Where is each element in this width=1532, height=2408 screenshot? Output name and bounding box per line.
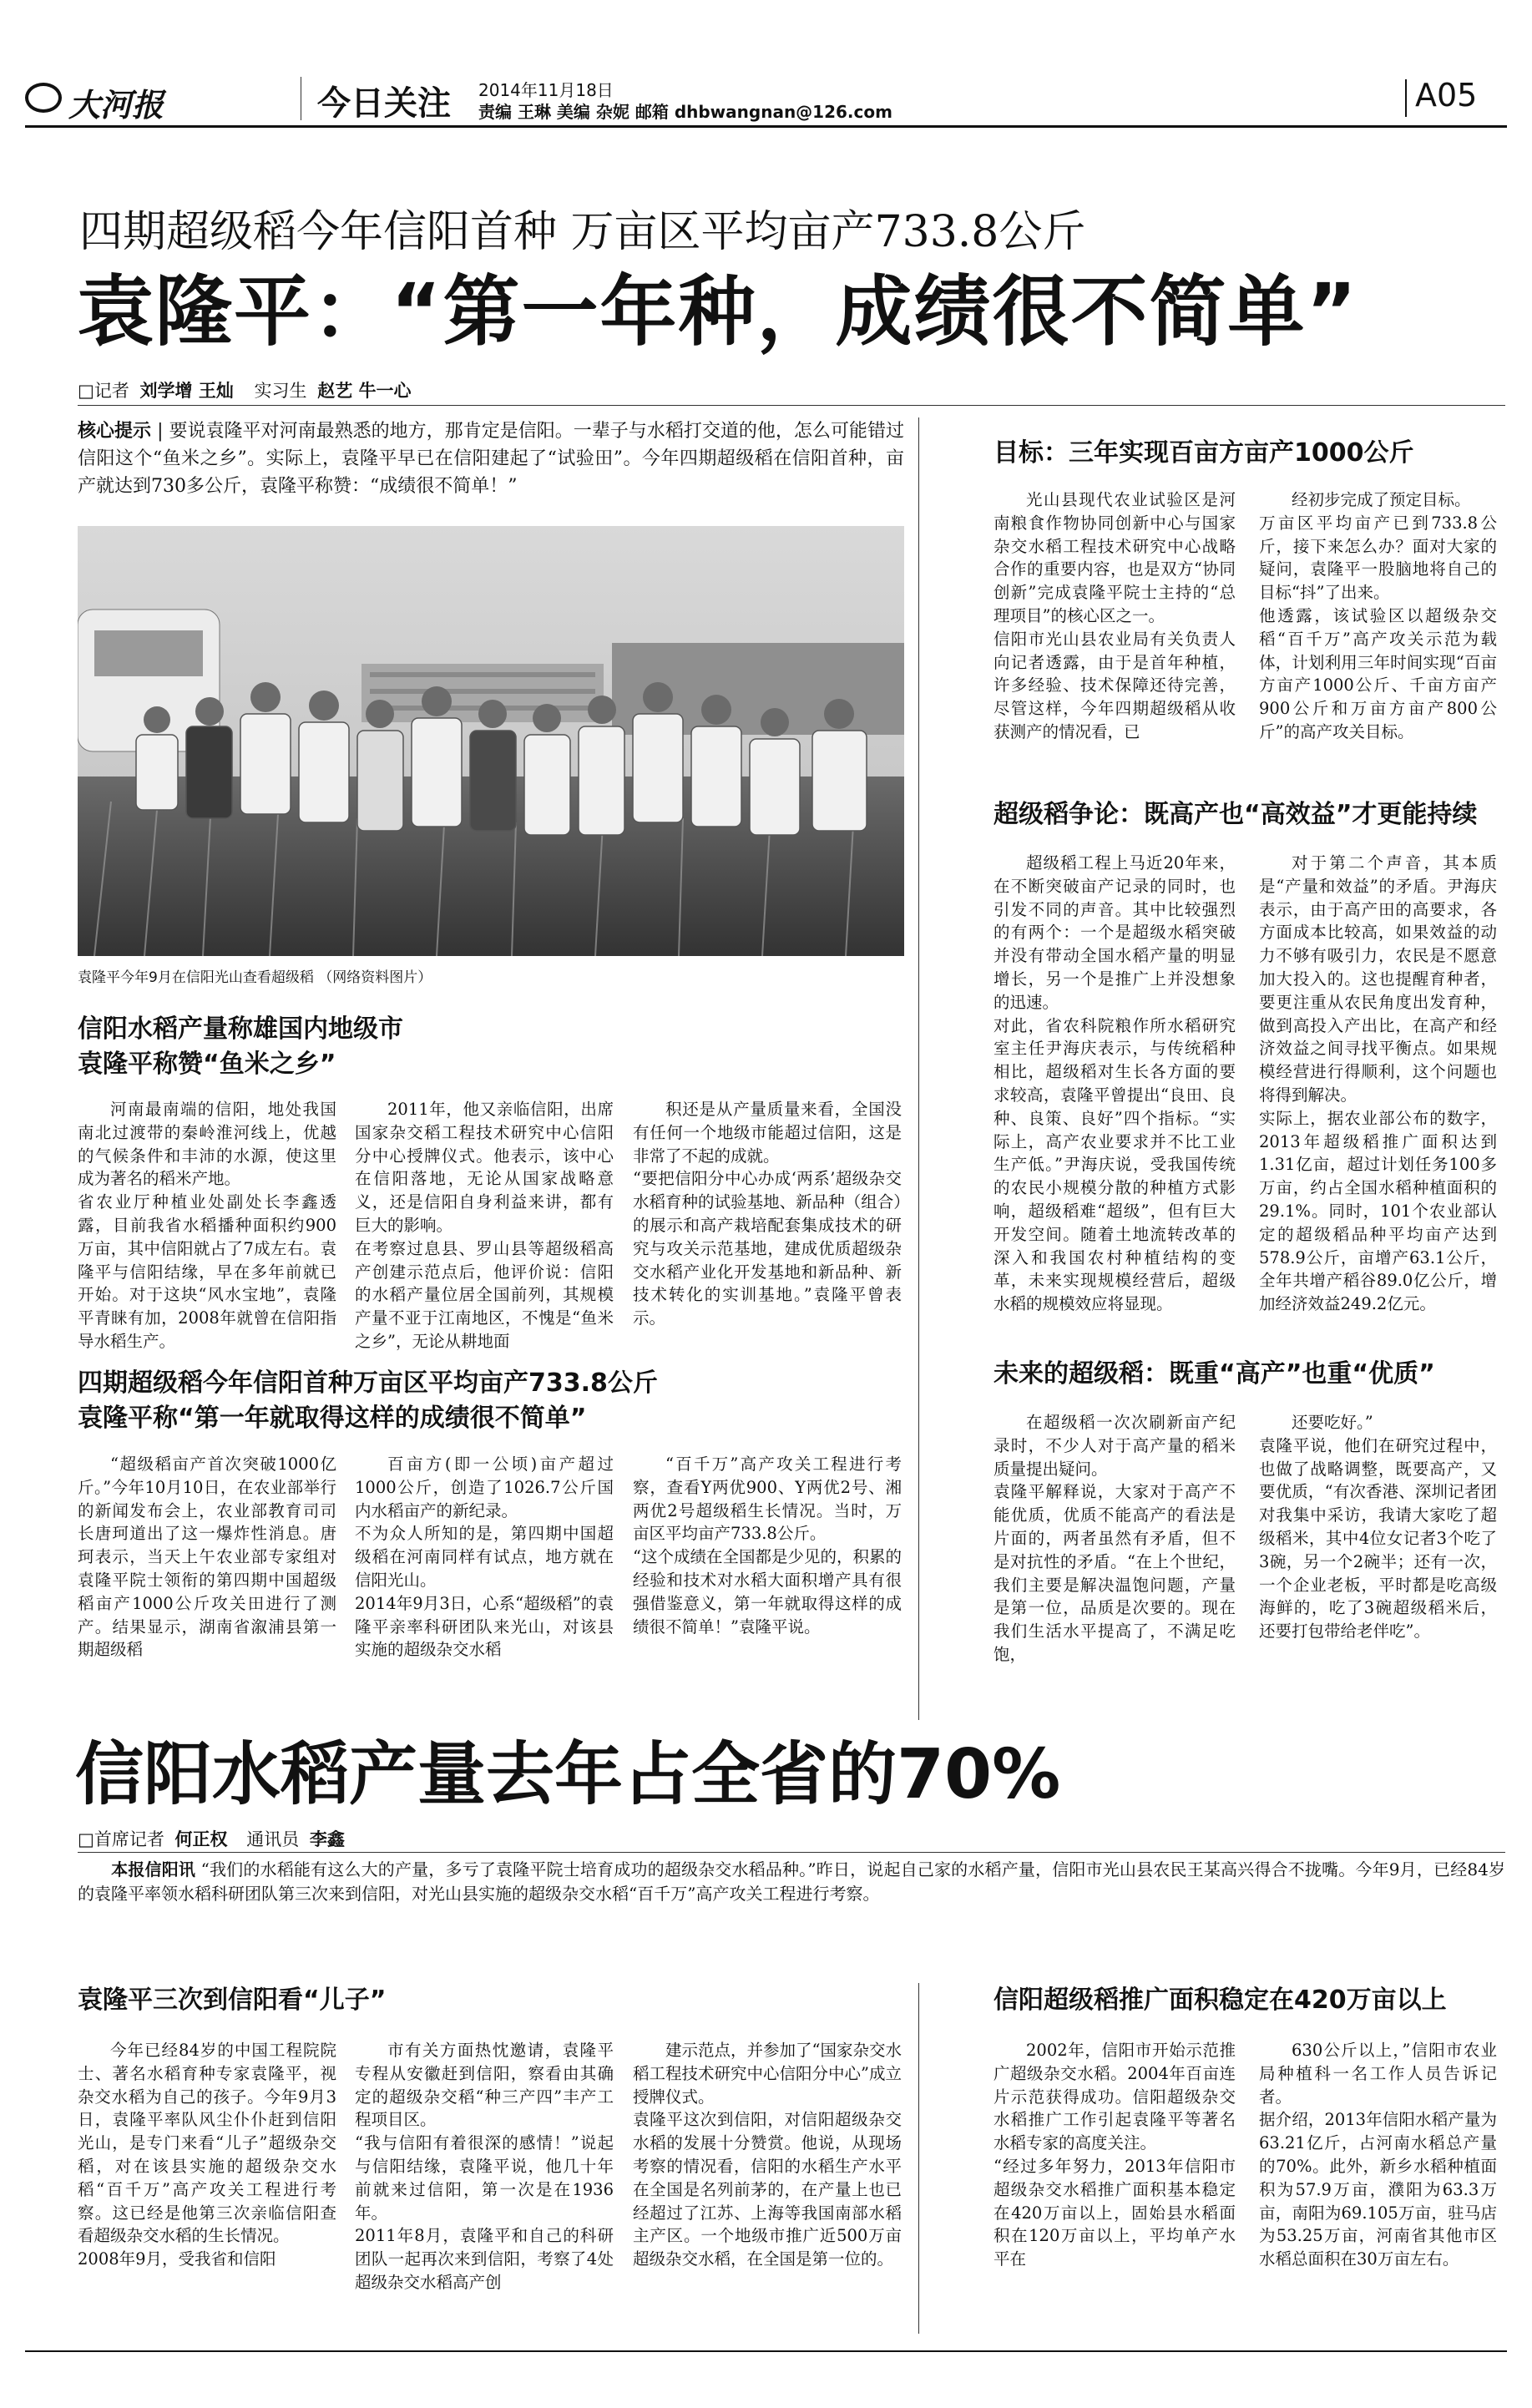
byline-prefix: □记者 <box>78 381 129 401</box>
article2-byline <box>78 1826 350 1851</box>
masthead-rule <box>25 125 1507 128</box>
s3-title: 目标：三年实现百亩方亩产1000公斤 <box>994 438 1414 468</box>
byline-corr: 李鑫 <box>309 1829 345 1849</box>
lead-text-2: “我们的水稻能有这么大的产量，多亏了袁隆平院士培育成功的超级杂交水稻品种。”昨日，说起自己家的水稻产量，信阳市光山县农民王某高兴得合不拢嘴。今年9月，已经84岁的袁隆平率领水稻科研团队第三次来到信阳，对光山县实施的超级杂交水稻“百千万”高产攻关工程进行考察。 <box>78 1859 1505 1904</box>
s4-col2: 对于第二个声音，其本质是“产量和效益”的矛盾。尹海庆表示，由于高产田的高要求，各方面成本比较高，如果效益的动力不够有吸引力，农民是不愿意加大投入的。这也提醒育种者，要更注重从农民角度出发育种，做到高投入产出比，在高产和经济效益之间寻找平衡点。如果规模经营进行得顺利，这个问题也将得到解决。 实际上，据农业部公布的数字，2013年超级稻推广面积达到1.31亿亩，超过计划任务100多万亩，约占全国水稻种植面积的29.1%。同时，101个农业部认定的超级稻品种平均亩产达到578.9公斤，亩增产63.1公斤，全年共增产稻谷89.0亿公斤，增加经济效益249.2亿元。 <box>1259 853 1497 1314</box>
a2-s1-col1: 今年已经84岁的中国工程院院士、著名水稻育种专家袁隆平，视杂交水稻为自己的孩子。今年9月3日，袁隆平率队风尘仆仆赶到信阳光山，是专门来看“儿子”超级杂交稻，对在该县实施的超级杂交水稻“百千万”高产攻关工程进行考察。这已经是他第三次亲临信阳查看超级杂交水稻的生长情况。 2008年9月，受我省和信阳 <box>78 2041 336 2269</box>
a2-s1-col2: 市有关方面热忱邀请，袁隆平专程从安徽赶到信阳，察看由其确定的超级杂交稻“种三产四”丰产工程项目区。 “我与信阳有着很深的感情！”说起与信阳结缘，袁隆平说，他几十年前就来过信阳，第一次是在1936年。 2011年8月，袁隆平和自己的科研团队一起再次来到信阳，考察了4处超级杂交水稻高产创 <box>355 2041 614 2292</box>
logo-emblem-icon <box>25 83 62 113</box>
lead-text: | 要说袁隆平对河南最熟悉的地方，那肯定是信阳。一辈子与水稻打交道的他，怎么可能错过信阳这个“鱼米之乡”。实际上，袁隆平早已在信阳建起了“试验田”。今年四期超级稻在信阳首种，亩产就达到730多公斤，袁隆平称赞：“成绩很不简单！” <box>78 421 904 497</box>
article1-photo <box>78 526 904 956</box>
byline-reporter: 何正权 <box>174 1829 228 1849</box>
lead-label-2: 本报信阳讯 <box>111 1859 196 1879</box>
s3-col1: 光山县现代农业试验区是河南粮食作物协同创新中心与国家杂交水稻工程技术研究中心战略合作的重要内容，也是双方“协同创新”完成袁隆平院士主持的“总理项目”的核心区之一。 信阳市光山县农业局有关负责人向记者透露，由于是首年种植，许多经验、技术保障还待完善，尽管这样，今年四期超级稻从收获测产的情况看，已 <box>994 490 1236 741</box>
issue-date: 2014年11月18日 <box>478 80 614 100</box>
article1-lead <box>78 417 904 500</box>
s5-title: 未来的超级稻：既重“高产”也重“优质” <box>994 1359 1435 1389</box>
s1-col2: 2011年，他又亲临信阳，出席国家杂交稻工程技术研究中心信阳分中心授牌仪式。他表示，该中心在信阳落地，无论从国家战略意义，还是信阳自身利益来讲，都有巨大的影响。 在考察过息县、罗山县等超级稻高产创建示范点后，他评价说：信阳的水稻产量位居全国前列，其规模产量不亚于江南地区，不愧是“鱼米之乡”，无论从耕地面 <box>355 1100 614 1351</box>
s1-title-line1: 信阳水稻产量称雄国内地级市 <box>78 1014 403 1044</box>
a2-s1-title: 袁隆平三次到信阳看“儿子” <box>78 1986 387 2015</box>
s1-col1: 河南最南端的信阳，地处我国南北过渡带的秦岭淮河线上，优越的气候条件和丰沛的水源，使这里成为著名的稻米产地。 省农业厅种植业处副处长李鑫透露，目前我省水稻播种面积约900万亩，其中信阳就占了7成左右。袁隆平与信阳结缘，早在多年前就已开始。对于这块“风水宝地”，袁隆平青睐有加，2008年就曾在信阳指导水稻生产。 <box>78 1100 336 1351</box>
section-name: 今日关注 <box>317 83 451 123</box>
a2-s1-col3: 建示范点，并参加了“国家杂交水稻工程技术研究中心信阳分中心”成立授牌仪式。 袁隆平这次到信阳，对信阳超级杂交水稻的发展十分赞赏。他说，从现场考察的情况看，信阳的水稻生产水平在全国是名列前茅的，在产量上也已经超过了江苏、上海等我国南部水稻主产区。一个地级市推广近500万亩超级杂交水稻，在全国是第一位的。 <box>633 2041 902 2269</box>
lead-label: 核心提示 <box>78 421 152 442</box>
s4-title: 超级稻争论：既高产也“高效益”才更能持续 <box>994 800 1478 829</box>
editors-line: 责编 王琳 美编 杂妮 邮箱 dhbwangnan@126.com <box>478 102 892 122</box>
page-bottom-rule <box>25 2350 1507 2352</box>
s5-col1: 在超级稻一次次刷新亩产纪录时，不少人对于高产量的稻米质量提出疑问。 袁隆平解释说，大家对于高产不能优质，优质不能高产的看法是片面的，两者虽然有矛盾，但不是对抗性的矛盾。“在上个世纪，我们主要是解决温饱问题，产量是第一位，品质是次要的。现在我们生活水平提高了，不满足吃饱， <box>994 1413 1236 1664</box>
s2-col3: “百千万”高产攻关工程进行考察，查看Y两优900、Y两优2号、湘两优2号超级稻生长情况。当时，万亩区平均亩产733.8公斤。 “这个成绩在全国都是少见的，积累的经验和技术对水稻大面积增产具有很强借鉴意义，第一年就取得这样的成绩很不简单！”袁隆平说。 <box>633 1454 902 1637</box>
a2-s2-col2: 630公斤以上，”信阳市农业局种植科一名工作人员告诉记者。 据介绍，2013年信阳水稻产量为63.21亿斤，占河南水稻总产量的70%。此外，新乡水稻种植面积为57.9万亩，濮阳为63.3万亩，南阳为69.105万亩，驻马店为53.25万亩，河南省其他市区水稻总面积在30万亩左右。 <box>1259 2041 1497 2269</box>
page-num-divider <box>1405 79 1407 117</box>
page-number: A05 <box>1415 77 1478 114</box>
s2-title-line1: 四期超级稻今年信阳首种万亩区平均亩产733.8公斤 <box>78 1368 658 1398</box>
field-inspection-photo-icon <box>78 526 904 956</box>
s2-col1: “超级稻亩产首次突破1000亿斤。”今年10月10日，在农业部举行的新闻发布会上，农业部教育司司长唐珂道出了这一爆炸性消息。唐珂表示，当天上午农业部专家组对袁隆平院士领衔的第四期中国超级稻亩产1000公斤攻关田进行了测产。结果显示，湖南省溆浦县第一期超级稻 <box>78 1454 336 1660</box>
byline-interns: 赵艺 牛一心 <box>317 381 412 401</box>
logo-text: 大河报 <box>68 86 164 124</box>
a2-s2-col1: 2002年，信阳市开始示范推广超级杂交水稻。2004年百亩连片示范获得成功。信阳超级杂交水稻推广工作引起袁隆平等著名水稻专家的高度关注。 “经过多年努力，2013年信阳市超级杂交水稻推广面积基本稳定在420万亩以上，固始县水稻面积在120万亩以上，平均单产水平在 <box>994 2041 1236 2269</box>
byline-reporters: 刘学增 王灿 <box>139 381 234 401</box>
s4-col1: 超级稻工程上马近20年来，在不断突破亩产记录的同时，也引发不同的声音。其中比较强烈的有两个：一个是超级水稻突破并没有带动全国水稻产量的明显增长，另一个是推广上并没想象的迅速。 对此，省农科院粮作所水稻研究室主任尹海庆表示，与传统稻种相比，超级稻对生长各方面的要求较高，袁隆平曾提出“良田、良种、良策、良好”四个指标。“实际上，高产农业要求并不比工业生产低。”尹海庆说，受我国传统的农民小规模分散的种植方式影响，超级稻难“超级”，但有巨大开发空间。随着土地流转改革的深入和我国农村种植结构的变革，未来实现规模经营后，超级水稻的规模效应将显现。 <box>994 853 1236 1314</box>
newspaper-logo <box>25 79 184 124</box>
article2-headline: 信阳水稻产量去年占全省的70% <box>75 1735 1061 1814</box>
s2-col2: 百亩方(即一公顷)亩产超过1000公斤，创造了1026.7公斤国内水稻亩产的新纪录。 不为众人所知的是，第四期中国超级稻在河南同样有试点，地方就在信阳光山。 2014年9月3日，心系“超级稻”的袁隆平亲率科研团队来光山，对该县实施的超级杂交水稻 <box>355 1454 614 1660</box>
byline-corr-label: 通讯员 <box>246 1829 300 1849</box>
article2-lead <box>78 1858 1505 1906</box>
s3-col2: 经初步完成了预定目标。 万亩区平均亩产已到733.8公斤，接下来怎么办？面对大家的疑问，袁隆平一股脑地将自己的目标“抖”了出来。 他透露，该试验区以超级杂交稻“百千万”高产攻关示范为载体，计划利用三年时间实现“百亩方亩产1000公斤、千亩方亩产900公斤和万亩方亩产800公斤”的高产攻关目标。 <box>1259 490 1497 741</box>
byline-prefix: □首席记者 <box>78 1829 164 1849</box>
s1-title-line2: 袁隆平称赞“鱼米之乡” <box>78 1050 336 1079</box>
a2-s2-title: 信阳超级稻推广面积稳定在420万亩以上 <box>994 1986 1447 2015</box>
byline-intern-label: 实习生 <box>254 381 307 401</box>
article1-subhead: 四期超级稻今年信阳首种 万亩区平均亩产733.8公斤 <box>79 207 1086 257</box>
byline-rule <box>78 405 1505 406</box>
s5-col2: 还要吃好。” 袁隆平说，他们在研究过程中，也做了战略调整，既要高产，又要优质，“有次香港、深圳记者团对我集中采访，我请大家吃了超级稻米，其中4位女记者3个吃了3碗，另一个2碗半；还有一次，一个企业老板，平时都是吃高级海鲜的，吃了3碗超级稻米后，还要打包带给老伴吃”。 <box>1259 1413 1497 1642</box>
column-divider <box>918 417 919 1720</box>
byline-rule-2 <box>78 1852 1505 1853</box>
s1-col3: 积还是从产量质量来看，全国没有任何一个地级市能超过信阳，这是非常了不起的成就。 “要把信阳分中心办成‘两系’超级杂交水稻育种的试验基地、新品种（组合）的展示和高产栽培配套集成技术的研究与攻关示范基地，建成优质超级杂交水稻产业化开发基地和新品种、新技术转化的实训基地。”袁隆平曾表示。 <box>633 1100 902 1328</box>
s2-title-line2: 袁隆平称“第一年就取得这样的成绩很不简单” <box>78 1404 587 1433</box>
column-divider-2 <box>918 1983 919 2334</box>
article1-headline: 袁隆平：“第一年种，成绩很不简单” <box>77 267 1358 357</box>
photo-caption: 袁隆平今年9月在信阳光山查看超级稻 （网络资料图片） <box>78 969 432 986</box>
article1-byline <box>78 377 417 402</box>
